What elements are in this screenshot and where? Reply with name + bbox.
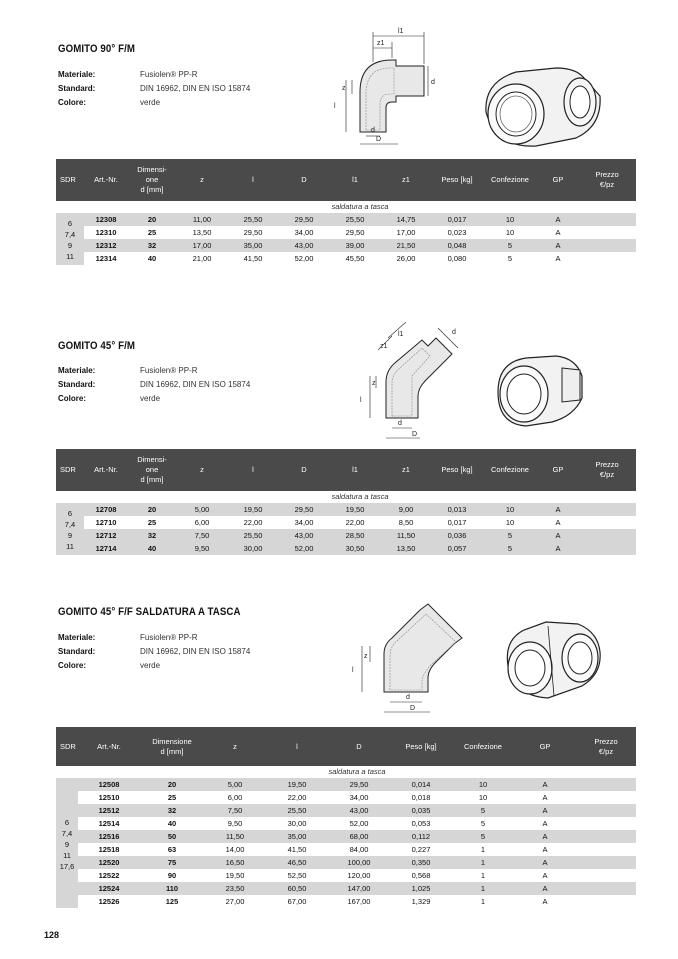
header-cell: SDR xyxy=(60,175,76,184)
header-cell: D xyxy=(356,741,362,751)
table-cell: 13,50 xyxy=(380,542,432,555)
header-cell: l xyxy=(296,741,298,751)
table-cell: 5 xyxy=(452,830,514,843)
table-cell: 120,00 xyxy=(347,871,371,880)
table-cell: 20 xyxy=(128,213,176,226)
section-title: GOMITO 90° F/M xyxy=(58,43,135,55)
header-cell: Confezione xyxy=(491,465,529,474)
sdr-value: 6 xyxy=(67,219,73,228)
prop-label: Materiale: xyxy=(58,366,96,375)
table-cell: 28,50 xyxy=(330,529,380,542)
table-cell: 20 xyxy=(140,778,204,791)
header-cell: Dimensi- one d [mm] xyxy=(137,455,167,484)
price-cell xyxy=(576,869,636,882)
table-cell: 43,00 xyxy=(278,239,330,252)
price-cell xyxy=(578,529,636,542)
sdr-cell xyxy=(56,778,78,908)
table-cell: 0,023 xyxy=(447,228,467,237)
table-cell: 32 xyxy=(128,529,176,542)
product-table xyxy=(56,727,636,908)
table-cell: 25,50 xyxy=(228,529,278,542)
table-cell: 0,350 xyxy=(390,856,452,869)
dim-label: d xyxy=(431,79,435,86)
header-cell: SDR xyxy=(60,741,76,751)
header-cell: Dimensi- one d [mm] xyxy=(137,165,167,194)
table-row xyxy=(56,843,636,856)
table-cell: A xyxy=(542,897,548,906)
table-cell: 0,013 xyxy=(432,503,482,516)
prop-label: Standard: xyxy=(58,647,96,656)
elbow-90-technical-drawing xyxy=(328,22,448,150)
table-cell: 5 xyxy=(480,819,486,828)
header-cell: D xyxy=(301,175,307,184)
prop-value: verde xyxy=(140,98,161,107)
table-cell: 26,00 xyxy=(396,254,416,263)
header-cell: GP xyxy=(539,741,551,751)
sdr-value: 7,4 xyxy=(61,828,73,838)
table-cell: 12512 xyxy=(78,804,140,817)
prop-value: DIN 16962, DIN EN ISO 15874 xyxy=(140,647,251,656)
table-cell: 19,50 xyxy=(266,778,328,791)
table-cell: 12308 xyxy=(84,213,128,226)
table-cell: 40 xyxy=(167,819,177,828)
prop-value: Fusiolen® PP-R xyxy=(140,366,198,375)
table-cell: 50 xyxy=(140,830,204,843)
header-cell: Prezzo €/pz xyxy=(595,460,619,479)
dim-label: l xyxy=(334,103,336,110)
product-table xyxy=(56,449,636,555)
table-cell: 12508 xyxy=(78,778,140,791)
header-cell: z xyxy=(233,741,237,751)
prop-value: verde xyxy=(140,394,161,403)
dim-label: z1 xyxy=(377,40,385,47)
table-cell: 40 xyxy=(128,542,176,555)
elbow-90-product-image xyxy=(476,62,606,154)
header-cell: l1 xyxy=(352,465,358,474)
table-cell: 60,50 xyxy=(266,882,328,895)
table-cell: 11,50 xyxy=(204,830,266,843)
section-title: GOMITO 45° F/M xyxy=(58,340,135,352)
table-cell: A xyxy=(538,503,578,516)
prop-label: Colore: xyxy=(58,394,86,403)
price-cell xyxy=(578,226,636,239)
table-cell: 12710 xyxy=(95,518,117,527)
table-cell: 0,014 xyxy=(390,778,452,791)
table-cell: 10 xyxy=(452,778,514,791)
table-row xyxy=(56,830,636,843)
table-cell: 0,080 xyxy=(447,254,467,263)
properties xyxy=(58,631,250,673)
sdr-value: 7,4 xyxy=(64,520,76,529)
table-row xyxy=(56,856,636,869)
table-cell: 67,00 xyxy=(287,897,307,906)
elbow-45-ff-technical-drawing xyxy=(340,598,470,720)
subheader: saldatura a tasca xyxy=(331,492,389,501)
table-cell: 14,00 xyxy=(225,845,245,854)
header-cell: z1 xyxy=(402,465,410,474)
table-cell: 12522 xyxy=(98,871,120,880)
dim-label: D xyxy=(376,136,382,143)
header-cell: Dimensione d [mm] xyxy=(152,736,192,756)
table-cell: 10 xyxy=(478,793,488,802)
price-cell xyxy=(578,542,636,555)
table-cell: 41,50 xyxy=(287,845,307,854)
table-cell: A xyxy=(514,830,576,843)
table-cell: 19,50 xyxy=(225,871,245,880)
table-cell: 25 xyxy=(147,228,157,237)
price-cell xyxy=(578,252,636,265)
table-cell: 7,50 xyxy=(176,529,228,542)
table-cell: 32 xyxy=(128,239,176,252)
table-cell: 25,50 xyxy=(228,213,278,226)
prop-label: Colore: xyxy=(58,98,86,107)
table-cell: A xyxy=(542,871,548,880)
table-cell: 52,00 xyxy=(349,819,369,828)
price-cell xyxy=(576,791,636,804)
header-cell: D xyxy=(301,465,307,474)
dim-label: z1 xyxy=(380,343,388,350)
sdr-value: 9 xyxy=(64,839,70,849)
table-cell: 52,00 xyxy=(294,254,314,263)
price-cell xyxy=(576,882,636,895)
dim-label: d xyxy=(398,420,402,427)
prop-label: Colore: xyxy=(58,661,86,670)
table-cell: A xyxy=(514,778,576,791)
table-cell: 12310 xyxy=(95,228,117,237)
table-cell: 63 xyxy=(167,845,177,854)
header-cell: Confezione xyxy=(491,175,529,184)
dim-label: l xyxy=(360,397,362,404)
sdr-cell xyxy=(56,503,84,555)
table-cell: 22,00 xyxy=(287,793,307,802)
table-cell: 46,50 xyxy=(266,856,328,869)
table-cell: 21,00 xyxy=(192,254,212,263)
header-cell: l xyxy=(252,175,254,184)
header-cell: Prezzo €/pz xyxy=(594,736,618,756)
table-cell: 9,50 xyxy=(176,542,228,555)
table-cell: 12510 xyxy=(98,793,120,802)
sdr-value: 6 xyxy=(67,509,73,518)
price-cell xyxy=(578,503,636,516)
table-cell: 22,00 xyxy=(243,518,263,527)
table-cell: A xyxy=(538,529,578,542)
dim-label: l xyxy=(352,667,354,674)
table-cell: A xyxy=(514,856,576,869)
sdr-value: 7,4 xyxy=(64,230,76,239)
table-cell: 5,00 xyxy=(176,503,228,516)
dim-label: z xyxy=(372,380,376,387)
table-cell: 17,00 xyxy=(176,239,228,252)
elbow-45-product-image xyxy=(490,352,590,430)
table-cell: 11,00 xyxy=(176,213,228,226)
table-cell: 20 xyxy=(128,503,176,516)
properties xyxy=(58,364,250,406)
table-cell: 25,50 xyxy=(330,213,380,226)
table-cell: 13,50 xyxy=(192,228,212,237)
sdr-value: 6 xyxy=(64,817,70,827)
table-cell: 167,00 xyxy=(347,897,371,906)
header-cell: Peso [kg] xyxy=(405,741,437,751)
dim-label: D xyxy=(412,431,418,438)
table-cell: 12520 xyxy=(78,856,140,869)
table-cell: 30,00 xyxy=(287,819,307,828)
price-cell xyxy=(576,895,636,908)
table-row xyxy=(56,778,636,791)
header-cell: SDR xyxy=(60,465,76,474)
table-cell: 6,00 xyxy=(227,793,243,802)
prop-value: DIN 16962, DIN EN ISO 15874 xyxy=(140,380,251,389)
table-cell: 0,112 xyxy=(390,830,452,843)
table-cell: A xyxy=(514,882,576,895)
table-cell: 0,036 xyxy=(432,529,482,542)
header-cell: Art.-Nr. xyxy=(94,175,118,184)
table-cell: 6,00 xyxy=(194,518,210,527)
table-cell: 52,50 xyxy=(287,871,307,880)
table-cell: 34,00 xyxy=(294,518,314,527)
header-cell: z1 xyxy=(402,175,410,184)
table-cell: 12526 xyxy=(98,897,120,906)
table-cell: 52,00 xyxy=(278,542,330,555)
price-cell xyxy=(576,817,636,830)
table-cell: 84,00 xyxy=(349,845,369,854)
table-cell: 39,00 xyxy=(330,239,380,252)
dim-label: d xyxy=(452,329,456,336)
table-cell: 1 xyxy=(480,897,486,906)
table-row xyxy=(56,882,636,895)
table-cell: 30,00 xyxy=(228,542,278,555)
table-cell: 35,00 xyxy=(228,239,278,252)
table-cell: 7,50 xyxy=(204,804,266,817)
table-cell: 9,00 xyxy=(380,503,432,516)
table-cell: 1 xyxy=(452,856,514,869)
table-cell: 34,00 xyxy=(294,228,314,237)
header-cell: Confezione xyxy=(464,741,502,751)
prop-label: Materiale: xyxy=(58,70,96,79)
table-cell: 5 xyxy=(507,254,513,263)
prop-value: verde xyxy=(140,661,161,670)
header-cell: Art.-Nr. xyxy=(97,741,121,751)
table-cell: 22,00 xyxy=(345,518,365,527)
header-cell: GP xyxy=(552,465,564,474)
prop-value: Fusiolen® PP-R xyxy=(140,70,198,79)
table-cell: 30,50 xyxy=(330,542,380,555)
table-cell: 68,00 xyxy=(328,830,390,843)
header-cell: Art.-Nr. xyxy=(94,465,118,474)
table-cell: 12708 xyxy=(84,503,128,516)
table-cell: 21,50 xyxy=(380,239,432,252)
header-cell: z xyxy=(200,465,204,474)
table-cell: 0,035 xyxy=(390,804,452,817)
table-cell: 9,50 xyxy=(227,819,243,828)
table-cell: 43,00 xyxy=(278,529,330,542)
price-cell xyxy=(578,213,636,226)
table-cell: 10 xyxy=(505,518,515,527)
sdr-value: 17,6 xyxy=(59,861,75,871)
table-cell: 27,00 xyxy=(225,897,245,906)
price-cell xyxy=(578,239,636,252)
table-cell: 0,568 xyxy=(411,871,431,880)
table-cell: A xyxy=(538,213,578,226)
header-cell: GP xyxy=(552,175,564,184)
price-cell xyxy=(576,804,636,817)
table-cell: 100,00 xyxy=(328,856,390,869)
header-cell: l1 xyxy=(352,175,358,184)
table-row xyxy=(56,869,636,882)
table-cell: 12714 xyxy=(84,542,128,555)
prop-label: Materiale: xyxy=(58,633,96,642)
dim-label: l1 xyxy=(398,331,404,338)
header-cell: z xyxy=(200,175,204,184)
table-cell: 19,50 xyxy=(330,503,380,516)
sdr-value: 9 xyxy=(67,241,73,250)
table-cell: 12518 xyxy=(98,845,120,854)
table-cell: A xyxy=(542,845,548,854)
section-title: GOMITO 45° F/F SALDATURA A TASCA xyxy=(58,606,241,618)
table-cell: 5 xyxy=(482,239,538,252)
table-cell: 12514 xyxy=(98,819,120,828)
header-cell: l xyxy=(252,465,254,474)
product-table xyxy=(56,159,636,265)
table-cell: A xyxy=(538,239,578,252)
table-cell: 11,50 xyxy=(380,529,432,542)
subheader: saldatura a tasca xyxy=(331,202,389,211)
table-cell: A xyxy=(555,228,561,237)
table-cell: 45,50 xyxy=(345,254,365,263)
table-cell: 5,00 xyxy=(204,778,266,791)
table-cell: 1 xyxy=(480,845,486,854)
dim-label: z xyxy=(342,85,346,92)
elbow-45-ff-product-image xyxy=(498,618,606,702)
table-cell: 0,057 xyxy=(432,542,482,555)
dim-label: d xyxy=(371,127,375,134)
table-cell: 12712 xyxy=(84,529,128,542)
table-cell: 12312 xyxy=(84,239,128,252)
table-cell: A xyxy=(555,518,561,527)
table-cell: 25,50 xyxy=(266,804,328,817)
table-cell: A xyxy=(538,542,578,555)
price-cell xyxy=(576,856,636,869)
dim-label: z xyxy=(364,653,368,660)
price-cell xyxy=(578,516,636,529)
table-cell: 5 xyxy=(482,529,538,542)
table-cell: 12524 xyxy=(78,882,140,895)
table-cell: 29,50 xyxy=(278,503,330,516)
table-cell: 25 xyxy=(147,518,157,527)
prop-label: Standard: xyxy=(58,380,96,389)
table-row xyxy=(56,791,636,804)
table-cell: 75 xyxy=(140,856,204,869)
table-cell: 40 xyxy=(147,254,157,263)
sdr-cell xyxy=(56,213,84,265)
table-cell: 0,017 xyxy=(447,518,467,527)
table-cell: A xyxy=(542,819,548,828)
sdr-value: 11 xyxy=(63,850,71,860)
sdr-value: 11 xyxy=(66,252,74,261)
page-number: 128 xyxy=(44,930,60,940)
table-cell: 125 xyxy=(165,897,179,906)
price-cell xyxy=(576,778,636,791)
properties xyxy=(58,68,250,110)
sdr-value: 11 xyxy=(66,542,74,551)
header-cell: Peso [kg] xyxy=(441,465,473,474)
table-cell: 8,50 xyxy=(398,518,414,527)
table-row xyxy=(56,895,636,908)
price-cell xyxy=(576,843,636,856)
table-cell: 5 xyxy=(452,804,514,817)
table-cell: 29,50 xyxy=(243,228,263,237)
table-cell: 29,50 xyxy=(328,778,390,791)
table-cell: 16,50 xyxy=(204,856,266,869)
table-cell: 25 xyxy=(167,793,177,802)
table-cell: 12516 xyxy=(78,830,140,843)
table-cell: 10 xyxy=(505,228,515,237)
table-cell: 1 xyxy=(452,882,514,895)
table-cell: 1,025 xyxy=(390,882,452,895)
table-cell: 90 xyxy=(167,871,177,880)
table-cell: 29,50 xyxy=(345,228,365,237)
table-cell: 10 xyxy=(482,503,538,516)
table-cell: 0,017 xyxy=(432,213,482,226)
prop-value: DIN 16962, DIN EN ISO 15874 xyxy=(140,84,251,93)
table-cell: 23,50 xyxy=(204,882,266,895)
price-cell xyxy=(576,830,636,843)
header-cell: Prezzo €/pz xyxy=(595,170,619,189)
elbow-45-technical-drawing xyxy=(356,318,466,444)
dim-label: d xyxy=(406,694,410,701)
prop-label: Standard: xyxy=(58,84,96,93)
table-cell: 147,00 xyxy=(328,882,390,895)
subheader: saldatura a tasca xyxy=(328,767,386,776)
table-cell: A xyxy=(555,254,561,263)
dim-label: D xyxy=(410,705,416,712)
table-cell: 0,227 xyxy=(411,845,431,854)
table-cell: 0,048 xyxy=(432,239,482,252)
table-cell: 29,50 xyxy=(278,213,330,226)
table-cell: A xyxy=(514,804,576,817)
table-cell: 1 xyxy=(480,871,486,880)
table-cell: 5 xyxy=(482,542,538,555)
table-cell: 0,018 xyxy=(411,793,431,802)
table-cell: 34,00 xyxy=(349,793,369,802)
sdr-value: 9 xyxy=(67,531,73,540)
table-cell: 10 xyxy=(482,213,538,226)
table-cell: 110 xyxy=(140,882,204,895)
table-cell: 0,053 xyxy=(411,819,431,828)
table-cell: A xyxy=(542,793,548,802)
table-cell: 43,00 xyxy=(328,804,390,817)
dim-label: l1 xyxy=(398,28,404,35)
table-cell: 41,50 xyxy=(243,254,263,263)
table-row xyxy=(56,817,636,830)
header-cell: Peso [kg] xyxy=(441,175,473,184)
table-row xyxy=(56,804,636,817)
table-cell: 19,50 xyxy=(228,503,278,516)
table-cell: 12314 xyxy=(95,254,117,263)
table-cell: 17,00 xyxy=(396,228,416,237)
table-cell: 1,329 xyxy=(411,897,431,906)
table-cell: 14,75 xyxy=(380,213,432,226)
prop-value: Fusiolen® PP-R xyxy=(140,633,198,642)
table-cell: 32 xyxy=(140,804,204,817)
table-cell: 35,00 xyxy=(266,830,328,843)
